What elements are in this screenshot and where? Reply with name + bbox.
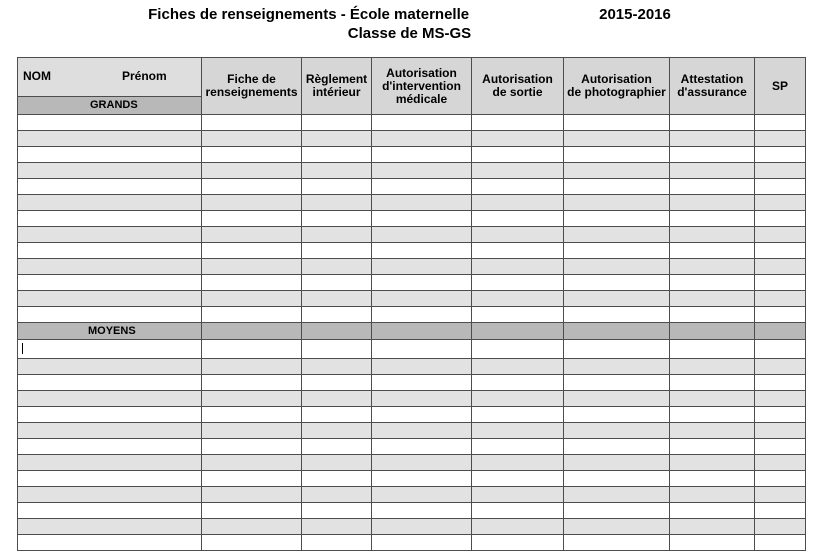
check-cell[interactable]: [372, 519, 472, 535]
name-cell[interactable]: [18, 179, 202, 195]
table-row: [18, 227, 806, 243]
check-cell[interactable]: [302, 275, 372, 291]
check-cell[interactable]: [202, 359, 302, 375]
check-cell[interactable]: [202, 407, 302, 423]
col-fiche-renseignements: Fiche de renseignements: [202, 58, 302, 115]
check-cell[interactable]: [670, 503, 755, 519]
check-cell[interactable]: [302, 359, 372, 375]
check-cell[interactable]: [302, 423, 372, 439]
check-cell[interactable]: [472, 147, 564, 163]
table-row: [18, 195, 806, 211]
check-cell[interactable]: [755, 487, 806, 503]
section-fill-cell: [472, 323, 564, 340]
check-cell[interactable]: [564, 147, 670, 163]
check-cell[interactable]: [202, 147, 302, 163]
table-row: [18, 131, 806, 147]
check-cell[interactable]: [472, 519, 564, 535]
name-cell[interactable]: [18, 275, 202, 291]
check-cell[interactable]: [372, 275, 472, 291]
nom-header: NOM: [23, 69, 51, 83]
check-cell[interactable]: [302, 455, 372, 471]
check-cell[interactable]: [564, 291, 670, 307]
check-cell[interactable]: [564, 259, 670, 275]
check-cell[interactable]: [670, 375, 755, 391]
check-cell[interactable]: [372, 375, 472, 391]
check-cell[interactable]: [372, 211, 472, 227]
table-row: [18, 375, 806, 391]
check-cell[interactable]: [564, 163, 670, 179]
check-cell[interactable]: [302, 487, 372, 503]
check-cell[interactable]: [372, 115, 472, 131]
name-cell[interactable]: [18, 195, 202, 211]
check-cell[interactable]: [564, 375, 670, 391]
check-cell[interactable]: [755, 291, 806, 307]
table-row: [18, 115, 806, 131]
table-row: [18, 211, 806, 227]
table-row: [18, 259, 806, 275]
check-cell[interactable]: [372, 307, 472, 323]
check-cell[interactable]: [670, 519, 755, 535]
section-grands-label: GRANDS: [18, 96, 201, 114]
check-cell[interactable]: [670, 147, 755, 163]
check-cell[interactable]: [372, 259, 472, 275]
check-cell[interactable]: [564, 439, 670, 455]
name-cell[interactable]: [18, 131, 202, 147]
name-cell[interactable]: [18, 423, 202, 439]
check-cell[interactable]: [202, 535, 302, 551]
check-cell[interactable]: [302, 519, 372, 535]
table-row: [18, 519, 806, 535]
check-cell[interactable]: [564, 131, 670, 147]
section-fill-cell: [564, 323, 670, 340]
check-cell[interactable]: [564, 471, 670, 487]
check-cell[interactable]: [670, 195, 755, 211]
name-cell[interactable]: [18, 487, 202, 503]
check-cell[interactable]: [202, 227, 302, 243]
check-cell[interactable]: [564, 307, 670, 323]
check-cell[interactable]: [564, 340, 670, 359]
check-cell[interactable]: [670, 471, 755, 487]
table-row: [18, 340, 806, 359]
check-cell[interactable]: [302, 163, 372, 179]
check-cell[interactable]: [755, 227, 806, 243]
check-cell[interactable]: [472, 503, 564, 519]
check-cell[interactable]: [202, 163, 302, 179]
name-cell[interactable]: [18, 535, 202, 551]
section-fill-cell: [755, 323, 806, 340]
check-cell[interactable]: [755, 243, 806, 259]
check-cell[interactable]: [202, 179, 302, 195]
name-cell[interactable]: [18, 291, 202, 307]
check-cell[interactable]: [202, 423, 302, 439]
check-cell[interactable]: [755, 147, 806, 163]
check-cell[interactable]: [670, 391, 755, 407]
check-cell[interactable]: [372, 291, 472, 307]
check-cell[interactable]: [372, 407, 472, 423]
check-cell[interactable]: [755, 359, 806, 375]
check-cell[interactable]: [564, 423, 670, 439]
check-cell[interactable]: [670, 115, 755, 131]
check-cell[interactable]: [372, 471, 472, 487]
check-cell[interactable]: [202, 115, 302, 131]
table-row: [18, 359, 806, 375]
check-cell[interactable]: [670, 535, 755, 551]
check-cell[interactable]: [302, 227, 372, 243]
check-cell[interactable]: [372, 131, 472, 147]
check-cell[interactable]: [202, 131, 302, 147]
check-cell[interactable]: [472, 291, 564, 307]
check-cell[interactable]: [302, 471, 372, 487]
check-cell[interactable]: [302, 535, 372, 551]
check-cell[interactable]: [755, 211, 806, 227]
name-cell[interactable]: [18, 391, 202, 407]
check-cell[interactable]: [755, 519, 806, 535]
check-cell[interactable]: [472, 423, 564, 439]
check-cell[interactable]: [472, 391, 564, 407]
check-cell[interactable]: [302, 195, 372, 211]
check-cell[interactable]: [755, 179, 806, 195]
check-cell[interactable]: [564, 359, 670, 375]
check-cell[interactable]: [670, 179, 755, 195]
check-cell[interactable]: [372, 243, 472, 259]
name-cell[interactable]: [18, 147, 202, 163]
name-cell[interactable]: [18, 243, 202, 259]
check-cell[interactable]: [564, 519, 670, 535]
check-cell[interactable]: [670, 163, 755, 179]
table-row: [18, 307, 806, 323]
check-cell[interactable]: [372, 487, 472, 503]
name-cell[interactable]: [18, 407, 202, 423]
check-cell[interactable]: [472, 535, 564, 551]
check-cell[interactable]: [202, 439, 302, 455]
check-cell[interactable]: [372, 227, 472, 243]
check-cell[interactable]: [302, 439, 372, 455]
check-cell[interactable]: [372, 503, 472, 519]
text-cursor: [22, 343, 23, 354]
name-cell[interactable]: [18, 259, 202, 275]
check-cell[interactable]: [372, 163, 472, 179]
check-cell[interactable]: [472, 455, 564, 471]
check-cell[interactable]: [564, 535, 670, 551]
check-cell[interactable]: [472, 340, 564, 359]
col-autorisation-photo: Autorisation de photographier: [564, 58, 670, 115]
document-title: [0, 6, 819, 23]
check-cell[interactable]: [372, 340, 472, 359]
check-cell[interactable]: [670, 359, 755, 375]
check-cell[interactable]: [564, 243, 670, 259]
check-cell[interactable]: [670, 423, 755, 439]
check-cell[interactable]: [202, 503, 302, 519]
check-cell[interactable]: [472, 243, 564, 259]
check-cell[interactable]: [372, 423, 472, 439]
check-cell[interactable]: [670, 407, 755, 423]
check-cell[interactable]: [302, 375, 372, 391]
check-cell[interactable]: [670, 487, 755, 503]
check-cell[interactable]: [472, 307, 564, 323]
check-cell[interactable]: [670, 243, 755, 259]
table-row: [18, 179, 806, 195]
check-cell[interactable]: [302, 211, 372, 227]
check-cell[interactable]: [202, 487, 302, 503]
check-cell[interactable]: [202, 195, 302, 211]
name-cell[interactable]: [18, 375, 202, 391]
check-cell[interactable]: [670, 259, 755, 275]
check-cell[interactable]: [202, 243, 302, 259]
col-sp: SP: [755, 58, 806, 115]
check-cell[interactable]: [202, 455, 302, 471]
name-cell[interactable]: [18, 211, 202, 227]
name-cell[interactable]: [18, 519, 202, 535]
document-subtitle: Classe de MS-GS: [347, 25, 472, 42]
check-cell[interactable]: [670, 307, 755, 323]
check-cell[interactable]: [302, 407, 372, 423]
check-cell[interactable]: [472, 131, 564, 147]
check-cell[interactable]: [755, 163, 806, 179]
check-cell[interactable]: [302, 243, 372, 259]
check-cell[interactable]: [472, 487, 564, 503]
name-cell[interactable]: [18, 227, 202, 243]
check-cell[interactable]: [670, 211, 755, 227]
title-school: Fiches de renseignements - École maternelle: [148, 6, 470, 23]
name-cell[interactable]: [18, 439, 202, 455]
section-fill-cell: [202, 323, 302, 340]
check-cell[interactable]: [202, 275, 302, 291]
check-cell[interactable]: [372, 179, 472, 195]
name-cell[interactable]: [18, 163, 202, 179]
check-cell[interactable]: [755, 375, 806, 391]
col-autorisation-medicale: Autorisation d'intervention médicale: [372, 58, 472, 115]
check-cell[interactable]: [472, 471, 564, 487]
check-cell[interactable]: [755, 195, 806, 211]
check-cell[interactable]: [372, 195, 472, 211]
check-cell[interactable]: [670, 340, 755, 359]
check-cell[interactable]: [302, 259, 372, 275]
check-cell[interactable]: [472, 195, 564, 211]
name-cell[interactable]: [18, 307, 202, 323]
table-row: [18, 163, 806, 179]
check-cell[interactable]: [564, 211, 670, 227]
check-cell[interactable]: [670, 275, 755, 291]
check-cell[interactable]: [755, 115, 806, 131]
check-cell[interactable]: [670, 227, 755, 243]
name-cell[interactable]: [18, 503, 202, 519]
header-row: [18, 58, 806, 115]
name-cell[interactable]: [18, 455, 202, 471]
check-cell[interactable]: [472, 375, 564, 391]
check-cell[interactable]: [472, 407, 564, 423]
check-cell[interactable]: [202, 340, 302, 359]
check-cell[interactable]: [202, 291, 302, 307]
table-row: [18, 291, 806, 307]
name-cell[interactable]: [18, 471, 202, 487]
table-row: [18, 147, 806, 163]
col-autorisation-sortie: Autorisation de sortie: [472, 58, 564, 115]
name-column-header: [18, 58, 202, 115]
check-cell[interactable]: [755, 471, 806, 487]
check-cell[interactable]: [755, 503, 806, 519]
check-cell[interactable]: [302, 115, 372, 131]
check-cell[interactable]: [564, 503, 670, 519]
check-cell[interactable]: [302, 307, 372, 323]
check-cell[interactable]: [202, 519, 302, 535]
check-cell[interactable]: [372, 359, 472, 375]
check-cell[interactable]: [472, 227, 564, 243]
check-cell[interactable]: [302, 179, 372, 195]
table-row: [18, 471, 806, 487]
check-cell[interactable]: [755, 439, 806, 455]
check-cell[interactable]: [755, 131, 806, 147]
check-cell[interactable]: [670, 455, 755, 471]
check-cell[interactable]: [472, 359, 564, 375]
check-cell[interactable]: [302, 391, 372, 407]
check-cell[interactable]: [564, 487, 670, 503]
check-cell[interactable]: [755, 391, 806, 407]
check-cell[interactable]: [472, 115, 564, 131]
col-reglement-interieur: Règlement intérieur: [302, 58, 372, 115]
check-cell[interactable]: [302, 503, 372, 519]
check-cell[interactable]: [372, 147, 472, 163]
check-cell[interactable]: [202, 375, 302, 391]
check-cell[interactable]: [302, 147, 372, 163]
check-cell[interactable]: [755, 535, 806, 551]
check-cell[interactable]: [302, 131, 372, 147]
table-row: [18, 535, 806, 551]
check-cell[interactable]: [564, 455, 670, 471]
check-cell[interactable]: [755, 259, 806, 275]
check-cell[interactable]: [472, 211, 564, 227]
check-cell[interactable]: [564, 275, 670, 291]
table-row: [18, 455, 806, 471]
check-cell[interactable]: [564, 407, 670, 423]
check-cell[interactable]: [472, 259, 564, 275]
check-cell[interactable]: [670, 291, 755, 307]
check-cell[interactable]: [564, 195, 670, 211]
section-fill-cell: [670, 323, 755, 340]
check-cell[interactable]: [755, 275, 806, 291]
check-cell[interactable]: [372, 535, 472, 551]
check-cell[interactable]: [472, 179, 564, 195]
check-cell[interactable]: [670, 439, 755, 455]
table-row: [18, 391, 806, 407]
check-cell[interactable]: [564, 115, 670, 131]
check-cell[interactable]: [472, 275, 564, 291]
check-cell[interactable]: [202, 307, 302, 323]
table-row: [18, 439, 806, 455]
table-row: [18, 487, 806, 503]
check-cell[interactable]: [472, 163, 564, 179]
section-fill-cell: [302, 323, 372, 340]
section-label: MOYENS: [18, 323, 202, 340]
check-cell[interactable]: [202, 259, 302, 275]
check-cell[interactable]: [202, 391, 302, 407]
col-attestation-assurance: Attestation d'assurance: [670, 58, 755, 115]
check-cell[interactable]: [302, 291, 372, 307]
table-row: [18, 243, 806, 259]
check-cell[interactable]: [755, 455, 806, 471]
table-row: [18, 423, 806, 439]
check-cell[interactable]: [755, 340, 806, 359]
prenom-header: Prénom: [122, 69, 167, 83]
section-fill-cell: [372, 323, 472, 340]
check-cell[interactable]: [302, 340, 372, 359]
name-cell[interactable]: [18, 359, 202, 375]
table-row: [18, 503, 806, 519]
check-cell[interactable]: [472, 439, 564, 455]
check-cell[interactable]: [755, 423, 806, 439]
section-row: [18, 323, 806, 340]
check-cell[interactable]: [372, 439, 472, 455]
check-cell[interactable]: [755, 407, 806, 423]
name-cell[interactable]: [18, 340, 202, 359]
check-cell[interactable]: [202, 471, 302, 487]
name-cell[interactable]: [18, 115, 202, 131]
check-cell[interactable]: [755, 307, 806, 323]
check-cell[interactable]: [202, 211, 302, 227]
title-year: 2015-2016: [599, 6, 671, 23]
check-cell[interactable]: [372, 391, 472, 407]
check-cell[interactable]: [670, 131, 755, 147]
check-cell[interactable]: [564, 391, 670, 407]
check-cell[interactable]: [564, 179, 670, 195]
check-cell[interactable]: [372, 455, 472, 471]
table-row: [18, 275, 806, 291]
check-cell[interactable]: [564, 227, 670, 243]
table-row: [18, 407, 806, 423]
checklist-table: [17, 57, 806, 551]
